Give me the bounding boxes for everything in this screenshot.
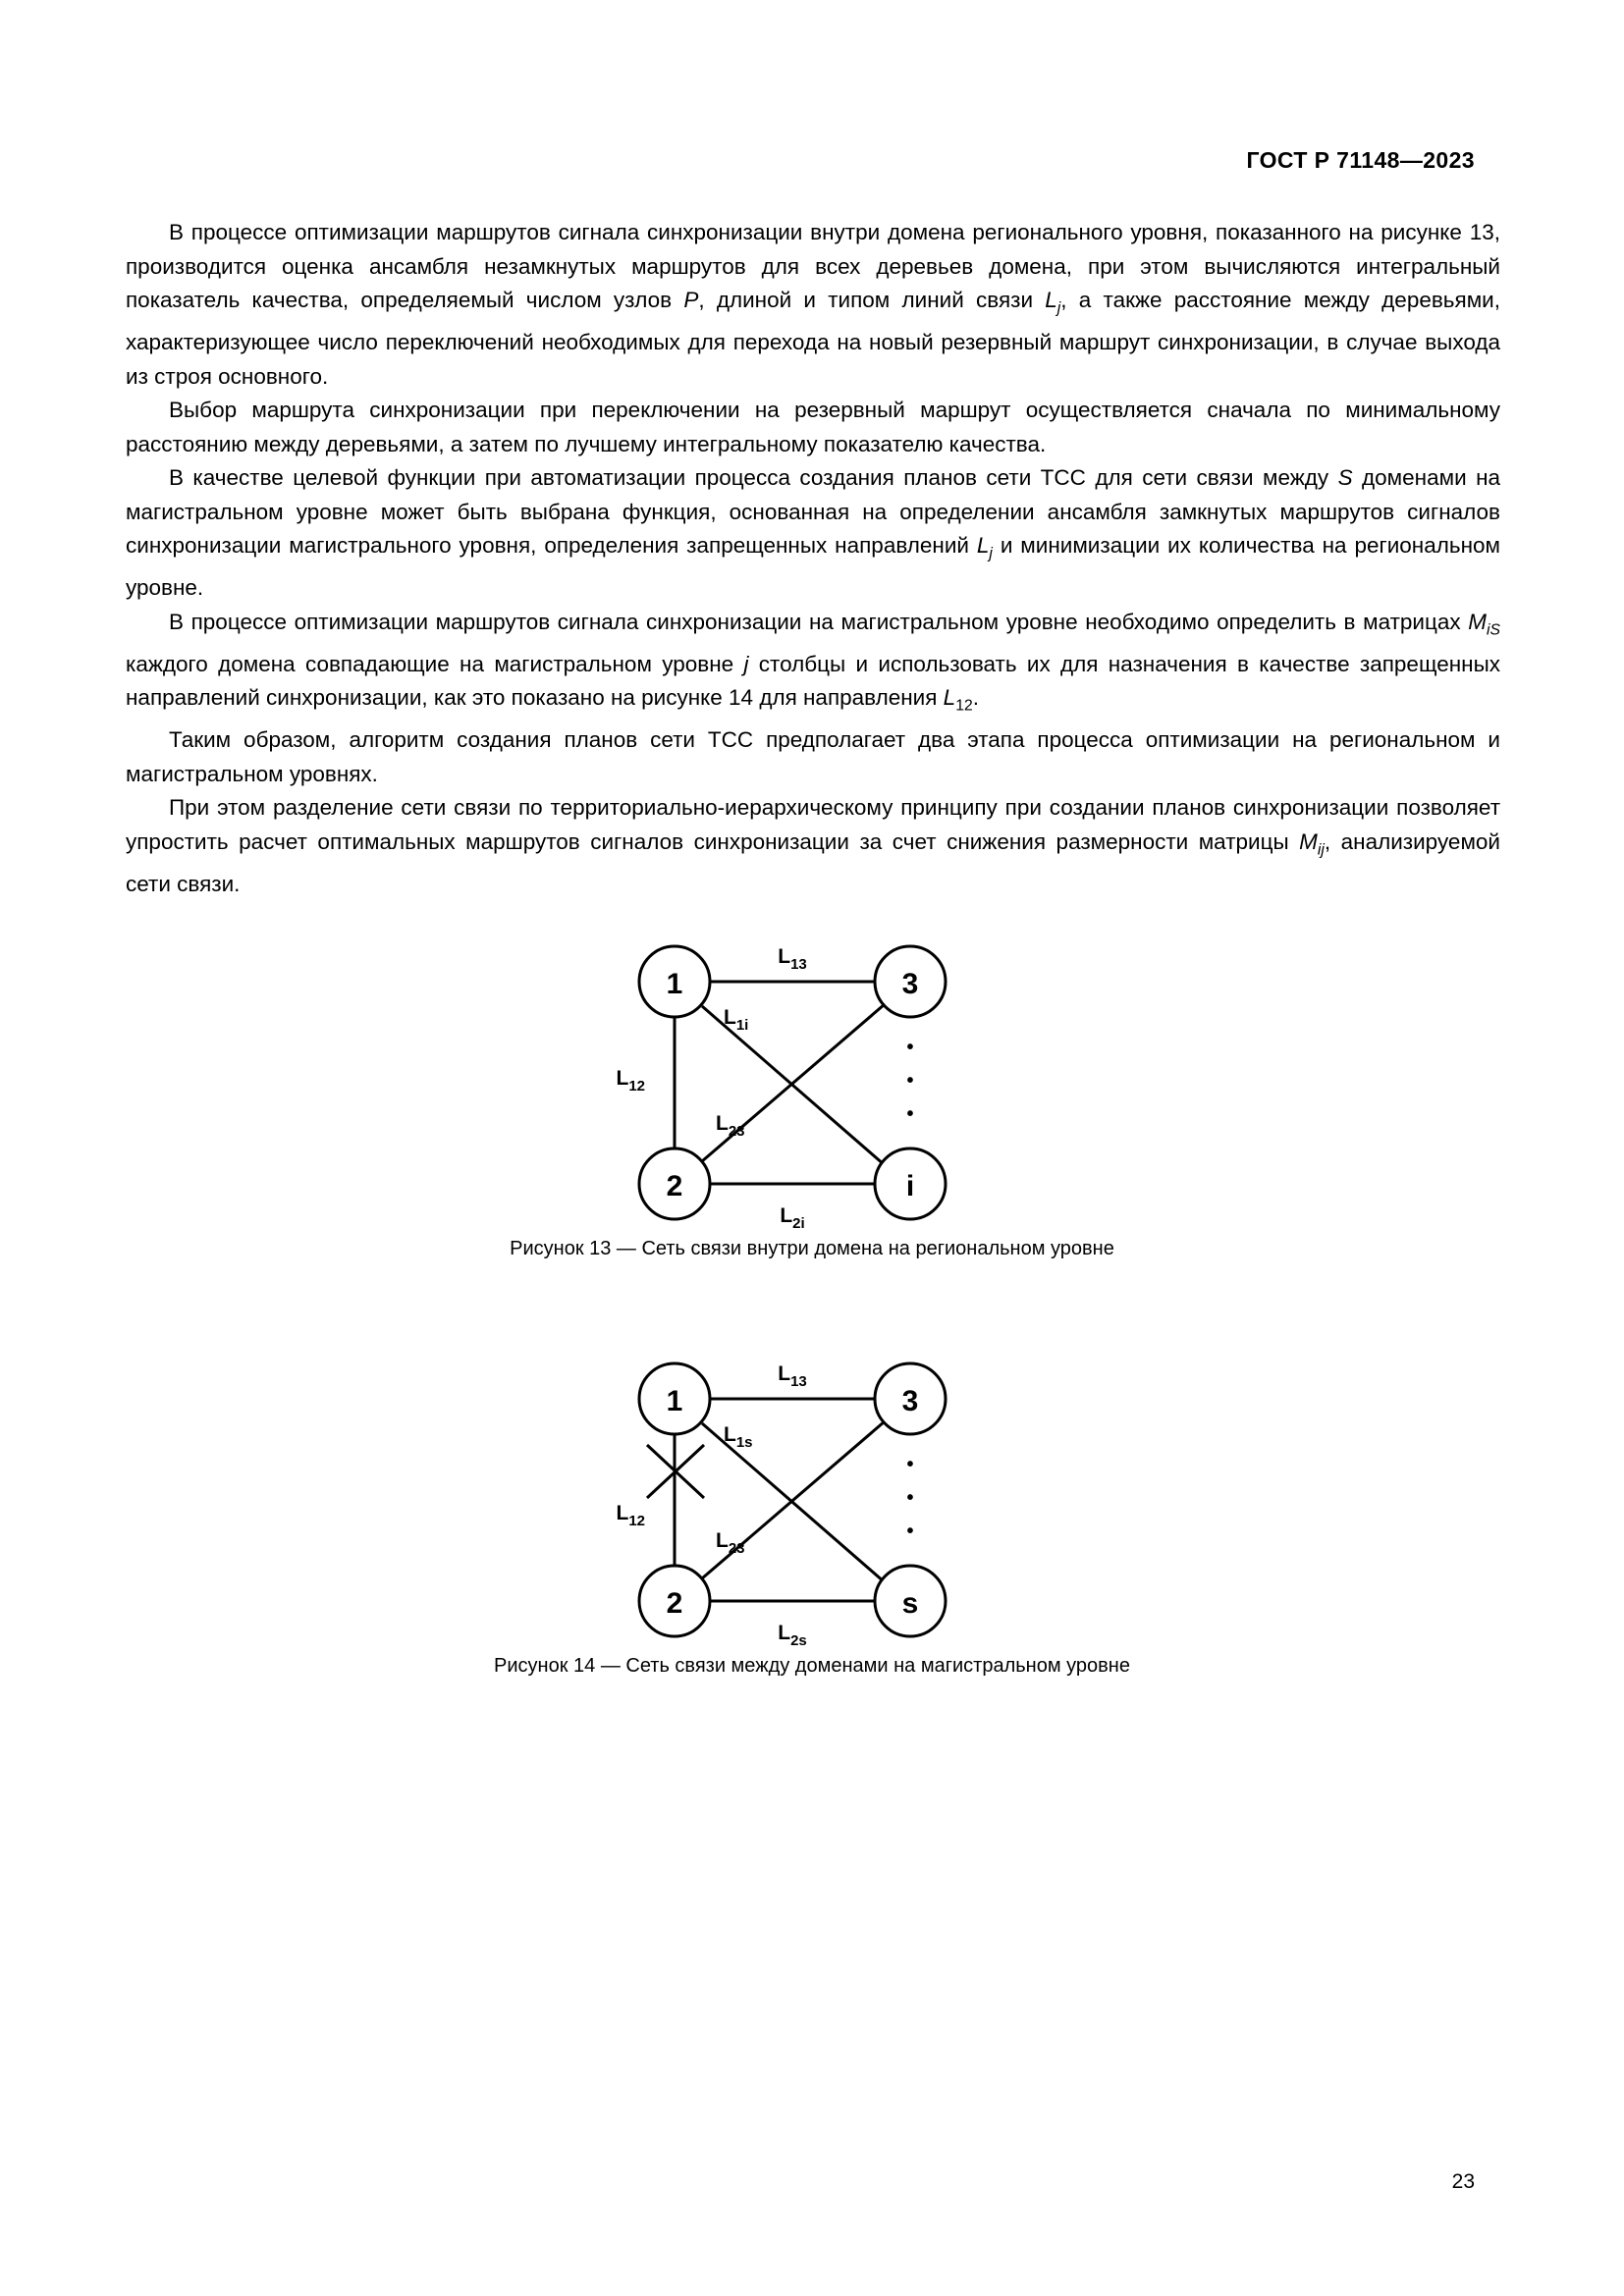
ellipsis-dot-1: •: [906, 1037, 914, 1058]
node-1-label: 1: [666, 1385, 683, 1417]
edge-label-1-2: $L_{12}$: [616, 1502, 645, 1529]
node-2-label: 2: [666, 1170, 683, 1202]
edge-label-1-s: $L_{1s}$: [724, 1423, 753, 1451]
edge-label-1-2: $L_{12}$: [616, 1067, 645, 1095]
ellipsis-dot-3: •: [906, 1103, 914, 1125]
paragraph-5: Таким образом, алгоритм создания планов сети ТСС предполагает два этапа процесса оптимизации на региональном и магистральном уровнях.: [126, 727, 1500, 786]
figure-13-diagram: [606, 937, 1018, 1232]
edge-label-1-3: $L_{13}$: [778, 945, 807, 973]
figure-14-diagram: [606, 1355, 1018, 1649]
edge-label-2-3: $L_{23}$: [716, 1529, 745, 1557]
page-number: 23: [1451, 2170, 1475, 2193]
paragraph-3: В качестве целевой функции при автоматизации процесса создания планов сети ТСС для сети связи между S доменами на магистральном уровне может быть выбрана функция, основанная на определении ансамбля замкнутых маршрутов сигналов синхронизации магистрального уровня, определения запрещенных направлений $L_j$ и минимизации их количества на региональном уровне.: [126, 465, 1501, 600]
edge-label-1-3: $L_{13}$: [778, 1362, 807, 1390]
paragraph-1: В процессе оптимизации маршрутов сигнала синхронизации внутри домена регионального уровня, показанного на рисунке 13, производится оценка ансамбля незамкнутых маршрутов для всех деревьев домена, при этом вычисляются интегральный показатель качества, определяемый числом узлов P, длиной и типом линий связи $L_j$, а также расстояние между деревьями, характеризующее число переключений необходимых для перехода на новый резервный маршрут синхронизации, в случае выхода из строя основного.: [126, 220, 1500, 389]
edge-label-2-3: $L_{23}$: [716, 1112, 745, 1140]
edge-label-2-i: $L_{2i}$: [780, 1204, 805, 1232]
paragraph-2: Выбор маршрута синхронизации при переключении на резервный маршрут осуществляется сначала по минимальному расстоянию между деревьями, а затем по лучшему интегральному показателю качества.: [126, 398, 1500, 456]
figure-13-caption: Рисунок 13 — Сеть связи внутри домена на региональном уровне: [510, 1238, 1114, 1259]
ellipsis-dot-3: •: [906, 1521, 914, 1542]
node-1-label: 1: [666, 968, 683, 1000]
paragraph-6: При этом разделение сети связи по территориально-иерархическому принципу при создании планов синхронизации позволяет упростить расчет оптимальных маршрутов сигналов синхронизации за счет снижения размерности матрицы $M_{ij}$, анализируемой сети связи.: [126, 795, 1500, 896]
paragraph-4: В процессе оптимизации маршрутов сигнала синхронизации на магистральном уровне необходимо определить в матрицах $M_{iS}$ каждого домена совпадающие на магистральном уровне j столбцы и использовать их для назначения в качестве запрещенных направлений синхронизации, как это показано на рисунке 14 для направления $L_{12}$.: [126, 609, 1500, 715]
node-3-label: 3: [901, 1385, 919, 1417]
edge-1-s: [702, 1423, 885, 1582]
edge-1-i: [702, 1006, 885, 1165]
node-s-label: s: [901, 1587, 919, 1620]
node-3-label: 3: [901, 968, 919, 1000]
figure-13: [0, 937, 1624, 1260]
ellipsis-dot-2: •: [906, 1487, 914, 1509]
edge-label-1-i: $L_{1i}$: [724, 1006, 749, 1034]
ellipsis-dot-2: •: [906, 1070, 914, 1092]
figure-14: [0, 1355, 1624, 1678]
node-i-label: i: [905, 1170, 915, 1202]
page-header-standard-number: ГОСТ Р 71148—2023: [1246, 147, 1475, 173]
edge-label-2-s: $L_{2s}$: [778, 1622, 807, 1649]
body-text-block: [126, 216, 1500, 901]
node-2-label: 2: [666, 1587, 683, 1620]
figure-14-caption: Рисунок 14 — Сеть связи между доменами на магистральном уровне: [494, 1655, 1130, 1677]
ellipsis-dot-1: •: [906, 1454, 914, 1475]
